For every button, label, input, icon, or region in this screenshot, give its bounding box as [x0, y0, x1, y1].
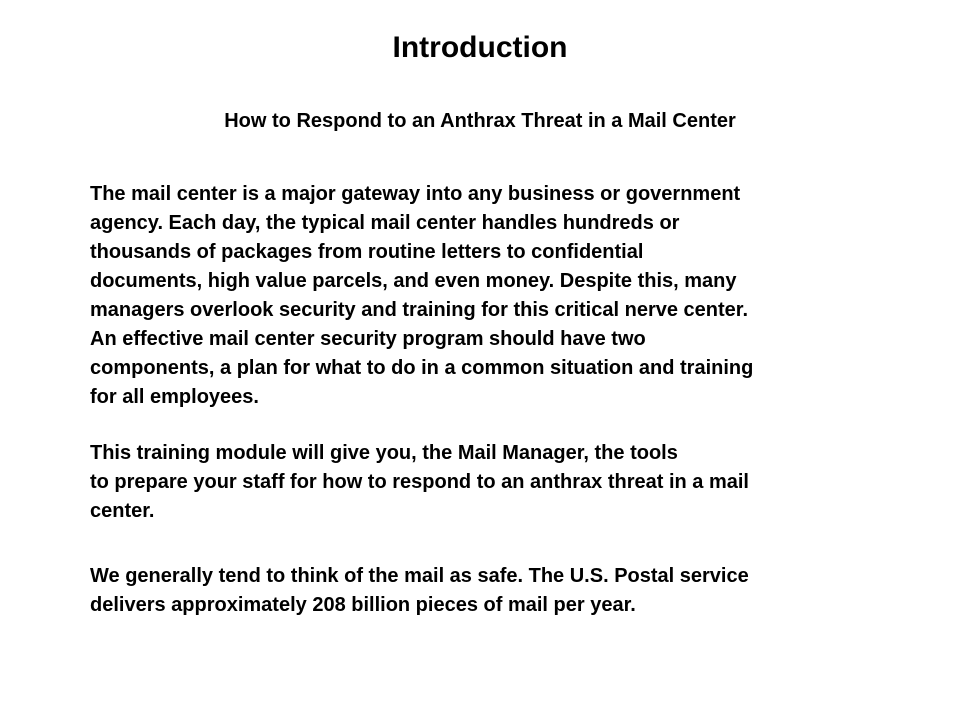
- paragraph-line: to prepare your staff for how to respond to an anthrax threat in a mail: [90, 471, 749, 493]
- paragraph-line: agency. Each day, the typical mail center handles hundreds or: [90, 212, 680, 234]
- slide-title: Introduction: [392, 31, 568, 64]
- intro-paragraph: [90, 180, 900, 412]
- paragraph-line: for all employees.: [90, 386, 259, 408]
- paragraph-line: The mail center is a major gateway into any business or government: [90, 183, 741, 205]
- paragraph-line: managers overlook security and training for this critical nerve center.: [90, 299, 749, 321]
- slide-subtitle: How to Respond to an Anthrax Threat in a Mail Center: [224, 110, 736, 132]
- mail-safety-paragraph: [90, 562, 900, 620]
- paragraph-line: We generally tend to think of the mail as safe. The U.S. Postal service: [90, 565, 749, 587]
- paragraph-line: center.: [90, 500, 155, 522]
- paragraph-line: delivers approximately 208 billion pieces of mail per year.: [90, 594, 636, 616]
- paragraph-line: An effective mail center security program should have two: [90, 328, 646, 350]
- paragraph-line: documents, high value parcels, and even money. Despite this, many: [90, 270, 737, 292]
- training-module-paragraph: [90, 439, 900, 526]
- paragraph-line: thousands of packages from routine letters to confidential: [90, 241, 644, 263]
- paragraph-line: This training module will give you, the Mail Manager, the tools: [90, 442, 678, 464]
- paragraph-line: components, a plan for what to do in a common situation and training: [90, 357, 754, 379]
